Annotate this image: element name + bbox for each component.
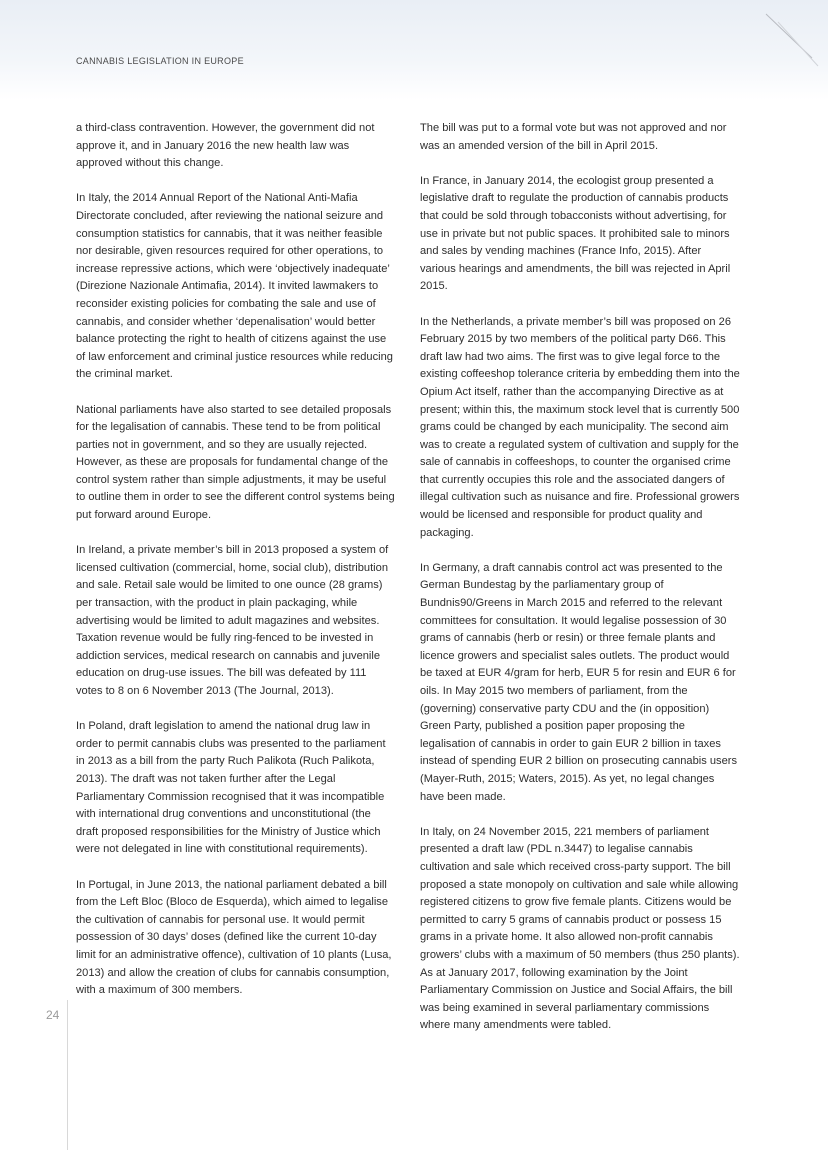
paragraph: In Ireland, a private member’s bill in 2013 proposed a system of licensed cultivation (commercial, home, social club), distribution and sale. Retail sale would be limited to one ounce (28 grams) per transaction, with the product in plain packaging, while advertising would be limited to adult magazines and websites. Taxation revenue would be fully ring-fenced to be invested in addiction services, medical research on cannabis and juvenile education on drug-use issues. The bill was defeated by 111 votes to 8 on 6 November 2013 (The Journal, 2013).: [76, 544, 389, 697]
page-number: 24: [46, 1008, 60, 1022]
paragraph: a third-class contravention. However, the government did not approve it, and in January 2016 the new health law was approved without this change.: [76, 122, 375, 170]
paragraph: National parliaments have also started to see detailed proposals for the legalisation of cannabis. These tend to be from political parties not in government, and so they are usually rejected. However, as these are proposals for fundamental change of the control system rather than simple adjustments, it may be useful to outline them in order to see the different control systems being put forward around Europe.: [76, 403, 395, 522]
page-corner-decoration: [748, 0, 828, 80]
running-title: CANNABIS LEGISLATION IN EUROPE: [76, 56, 244, 66]
paragraph: In Poland, draft legislation to amend the national drug law in order to permit cannabis clubs was presented to the parliament in 2013 as a bill from the party Ruch Palikota (Ruch Palikota, 2013). The draft was not taken further after the Legal Parliamentary Commission recognised that it was incompatible with international drug conventions and unconstitutional (the draft proposed responsibilities for the Ministry of Justice which were not delegated in line with constitutional requirements).: [76, 720, 386, 856]
paragraph: In Portugal, in June 2013, the national parliament debated a bill from the Left Bloc (Bloco de Esquerda), which aimed to legalise the cultivation of cannabis for personal use. It would permit possession of 30 days’ doses (defined like the current 10-day limit for an administrative offence), cultivation of 10 plants (Lusa, 2013) and allow the creation of clubs for cannabis consumption, with a maximum of 300 members.: [76, 878, 392, 997]
paragraph: In Italy, the 2014 Annual Report of the National Anti-Mafia Directorate concluded, after reviewing the national seizure and consumption statistics for cannabis, that it was neither feasible nor desirable, given resources required for other operations, to increase repressive actions, which were ‘objectively inadequate’ (Direzione Nazionale Antimafia, 2014). It invited lawmakers to reconsider existing policies for combating the sale and use of cannabis, and consider whether ‘depenalisation’ would better balance protecting the right to health of citizens against the use of law enforcement and criminal justice resources while reducing the criminal market.: [76, 192, 393, 381]
left-column: [76, 120, 396, 1017]
header-band: [0, 0, 828, 100]
paragraph: In the Netherlands, a private member’s bill was proposed on 26 February 2015 by two members of the political party D66. This draft law had two aims. The first was to give legal force to the existing coffeeshop tolerance criteria by embedding them into the Opium Act itself, rather than the accompanying Directive as at present; within this, the maximum stock level that is currently 500 grams could be changed by each municipality. The second aim was to create a regulated system of cultivation and supply for the sale of cannabis in coffeeshops, to counter the organised crime that currently occupies this role and the associated dangers of illegal cultivation such as nuisance and fire. Professional growers would be licensed and responsible for product quality and packaging.: [420, 315, 740, 539]
paragraph: In Germany, a draft cannabis control act was presented to the German Bundestag by the parliamentary group of Bundnis90/Greens in March 2015 and referred to the relevant committees for consultation. It would legalise possession of 30 grams of cannabis (herb or resin) or three female plants and licence growers and specialist sales outlets. The product would be taxed at EUR 4/gram for herb, EUR 5 for resin and EUR 6 for oils. In May 2015 two members of parliament, from the (governing) conservative party CDU and the (in opposition) Green Party, published a position paper proposing the legalisation of cannabis in order to gain EUR 2 billion in taxes instead of spending EUR 2 billion on prosecuting cannabis users (Mayer-Ruth, 2015; Waters, 2015). As yet, no legal changes have been made.: [420, 561, 737, 803]
paragraph: In France, in January 2014, the ecologist group presented a legislative draft to regulate the production of cannabis products that could be sold through tobacconists without advertising, for use in private but not public spaces. It prohibited sale to minors and sales by vending machines (France Info, 2015). After various hearings and amendments, the bill was rejected in April 2015.: [420, 174, 731, 293]
right-column: [420, 120, 740, 1052]
margin-rule: [67, 1000, 68, 1150]
paragraph: The bill was put to a formal vote but was not approved and nor was an amended version of the bill in April 2015.: [420, 122, 727, 152]
paragraph: In Italy, on 24 November 2015, 221 members of parliament presented a draft law (PDL n.3447) to legalise cannabis cultivation and sale which received cross-party support. The bill proposed a state monopoly on cultivation and sale while allowing registered citizens to grow five female plants. Citizens would be permitted to carry 5 grams of cannabis product or possess 15 grams in a private home. It also allowed non-profit cannabis growers’ clubs with a maximum of 50 members (thus 250 plants). As at January 2017, following examination by the Joint Parliamentary Commission on Justice and Social Affairs, the bill was being examined in several parliamentary commissions where many amendments were tabled.: [420, 825, 740, 1032]
